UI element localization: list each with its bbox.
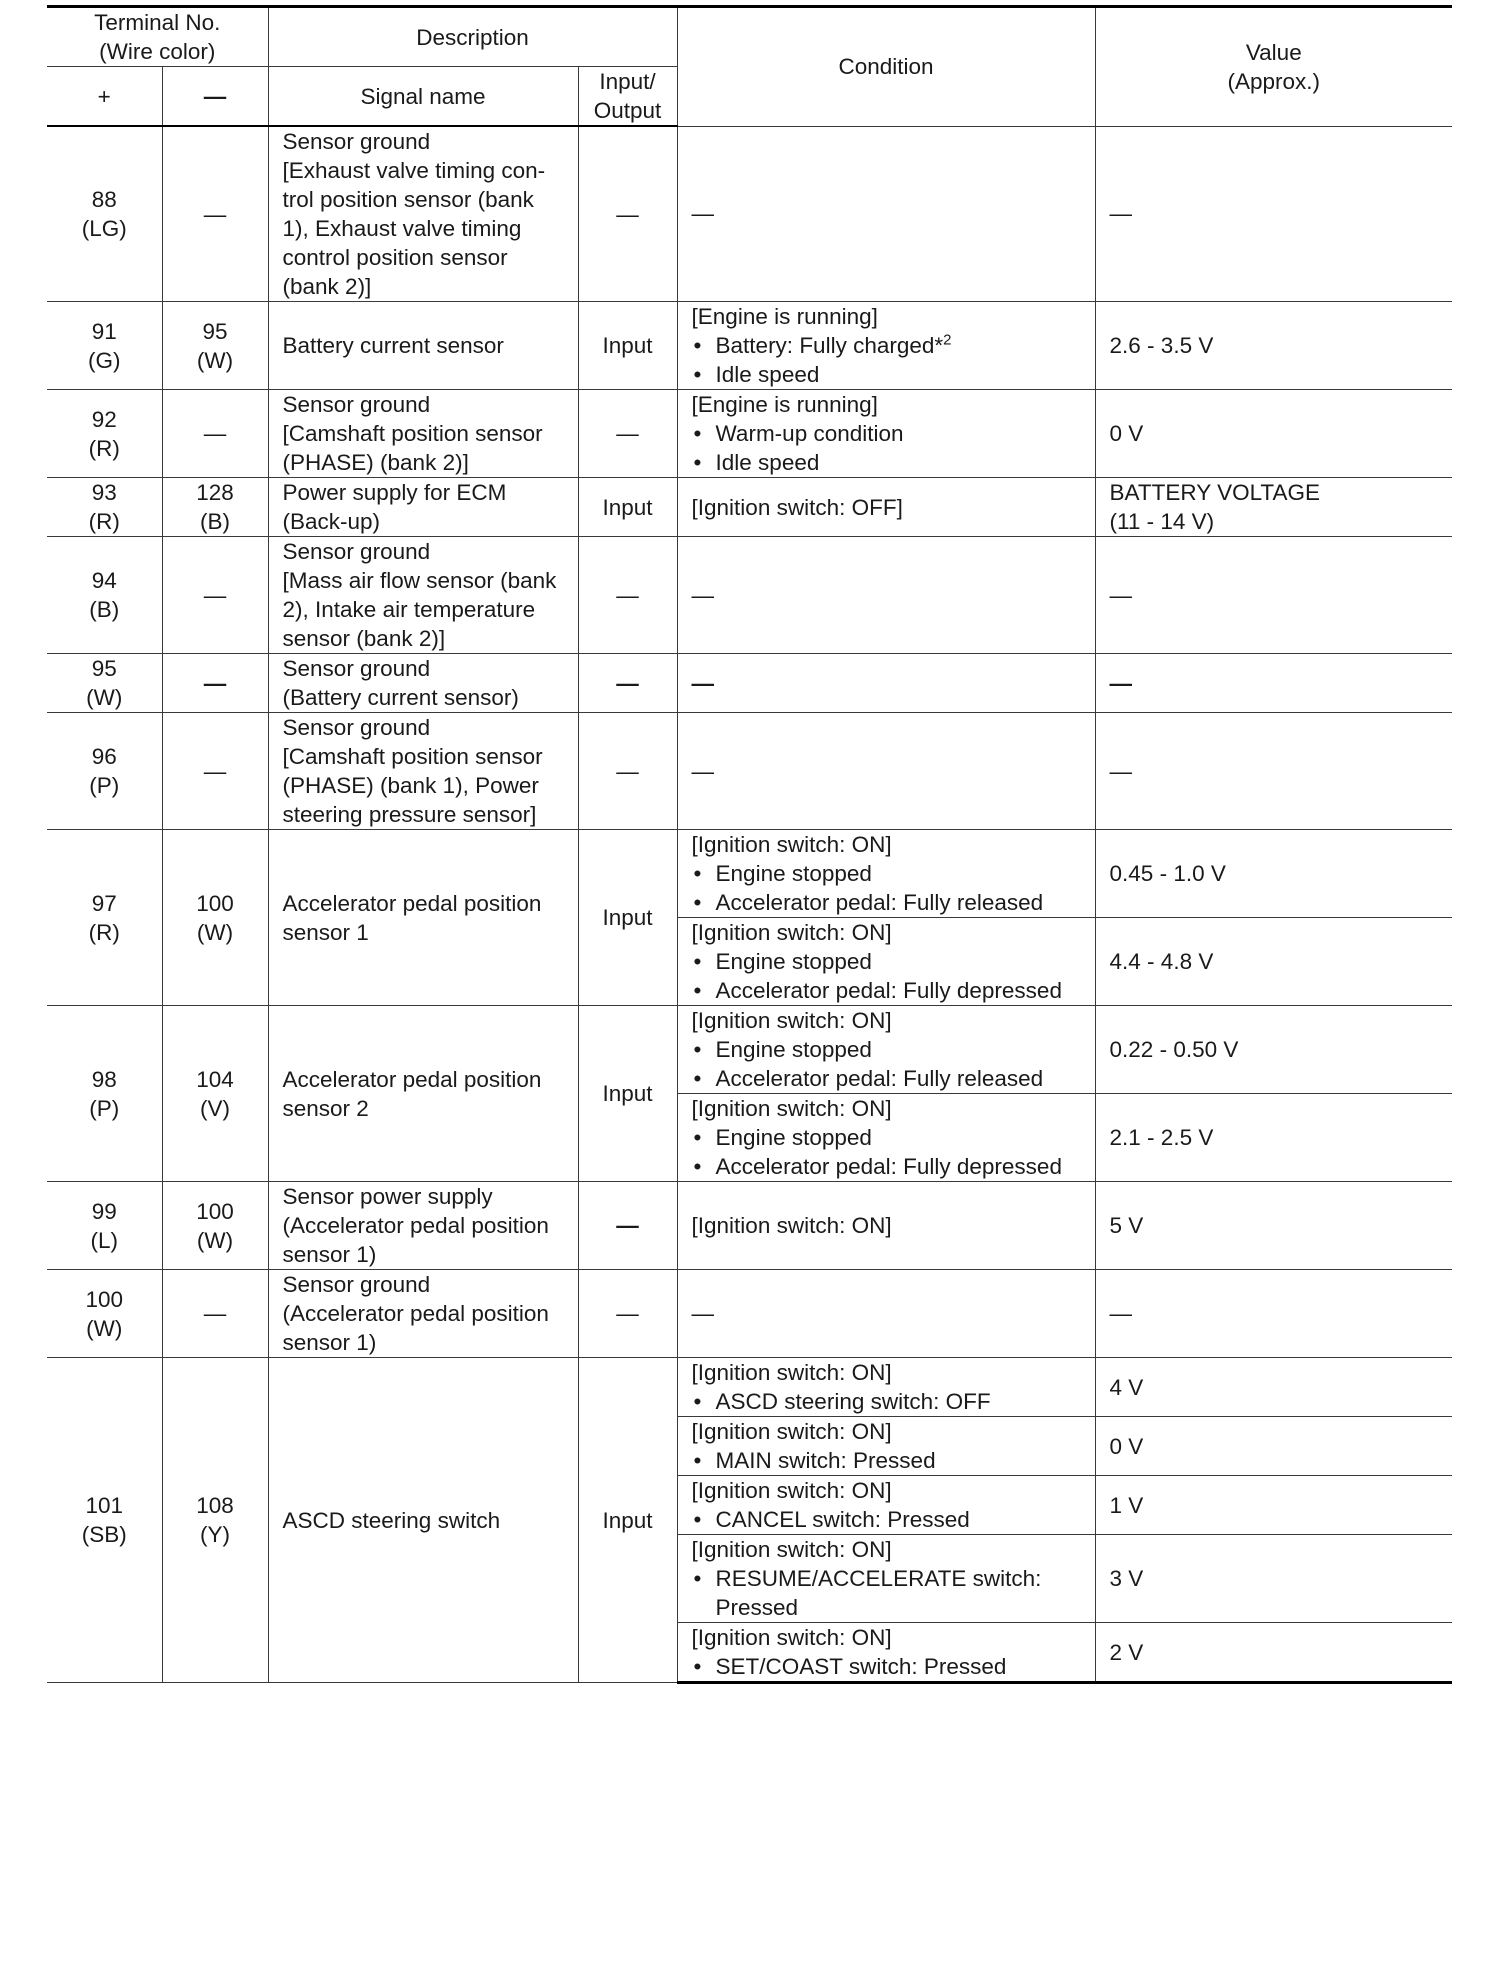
plus-wire-color: (R) bbox=[88, 919, 120, 945]
empty-dash: — bbox=[616, 1213, 639, 1238]
condition-bullet bbox=[692, 1064, 1087, 1093]
condition-bullet bbox=[692, 1593, 1087, 1622]
plus-terminal-number: 100 bbox=[85, 1286, 124, 1312]
plus-wire-color: (LG) bbox=[81, 216, 127, 241]
condition-cell bbox=[677, 1358, 1095, 1417]
plus-terminal-number: 88 bbox=[91, 187, 117, 212]
plus-wire-color: (W) bbox=[86, 1315, 123, 1341]
empty-dash: — bbox=[616, 670, 639, 696]
minus-terminal-cell bbox=[162, 1270, 268, 1358]
condition-heading: [Ignition switch: ON] bbox=[691, 1478, 892, 1503]
empty-dash: — bbox=[203, 1301, 227, 1326]
plus-terminal-cell bbox=[47, 1182, 162, 1270]
plus-terminal-cell bbox=[47, 478, 162, 537]
value-cell bbox=[1095, 830, 1452, 918]
signal-name-line: trol position sensor (bank bbox=[282, 187, 534, 212]
signal-name-line: (Accelerator pedal position bbox=[282, 1301, 549, 1326]
condition-bullet bbox=[692, 888, 1087, 917]
input-output-value: Input bbox=[602, 333, 653, 358]
signal-name-line: Sensor ground bbox=[282, 539, 431, 564]
signal-name-line: sensor 2 bbox=[282, 1095, 369, 1121]
input-output-cell bbox=[578, 302, 677, 390]
condition-cell bbox=[677, 918, 1095, 1006]
minus-wire-color: (W) bbox=[196, 347, 234, 373]
footnote-marker: 2 bbox=[943, 331, 952, 349]
signal-name-cell bbox=[268, 713, 578, 830]
terminal-no-header bbox=[47, 7, 268, 67]
condition-heading: [Ignition switch: OFF] bbox=[691, 494, 903, 520]
input-output-cell bbox=[578, 126, 677, 302]
value-text: 0.45 - 1.0 V bbox=[1109, 861, 1226, 886]
approx-label: (Approx.) bbox=[1227, 68, 1321, 94]
condition-cell bbox=[677, 713, 1095, 830]
condition-heading: [Ignition switch: ON] bbox=[691, 832, 892, 857]
signal-name-line: Sensor ground bbox=[282, 715, 431, 740]
condition-cell bbox=[677, 478, 1095, 537]
plus-terminal-number: 101 bbox=[85, 1493, 124, 1518]
condition-bullet-text: ASCD steering switch: OFF bbox=[715, 1389, 991, 1414]
empty-dash: — bbox=[691, 758, 715, 784]
signal-name-line: steering pressure sensor] bbox=[282, 802, 537, 827]
value-text: 0 V bbox=[1109, 421, 1144, 446]
empty-dash: — bbox=[691, 201, 715, 227]
table-row bbox=[47, 713, 1452, 830]
signal-name-line: sensor 1 bbox=[282, 919, 369, 945]
table-row bbox=[47, 830, 1452, 918]
signal-name-cell bbox=[268, 478, 578, 537]
condition-cell bbox=[677, 1623, 1095, 1683]
condition-bullet-text: Accelerator pedal: Fully depressed bbox=[715, 1154, 1062, 1179]
minus-wire-color: (V) bbox=[200, 1095, 230, 1121]
condition-bullet bbox=[692, 360, 1087, 389]
value-cell bbox=[1095, 390, 1452, 478]
value-text: 1 V bbox=[1109, 1492, 1144, 1518]
signal-name-line: [Mass air flow sensor (bank bbox=[282, 568, 557, 593]
table-row bbox=[47, 1182, 1452, 1270]
condition-bullet bbox=[692, 1387, 1087, 1416]
signal-name-line: Accelerator pedal position bbox=[282, 890, 542, 916]
table-row bbox=[47, 1270, 1452, 1358]
input-output-cell bbox=[578, 713, 677, 830]
condition-bullet bbox=[692, 1505, 1087, 1534]
value-text: 2 V bbox=[1109, 1639, 1144, 1665]
signal-name-cell bbox=[268, 654, 578, 713]
condition-bullet bbox=[692, 1152, 1087, 1181]
condition-cell bbox=[677, 1094, 1095, 1182]
plus-terminal-number: 97 bbox=[91, 890, 117, 916]
plus-terminal-cell bbox=[47, 537, 162, 654]
table-row bbox=[47, 390, 1452, 478]
io-label-line2: Output bbox=[593, 98, 662, 123]
input-output-cell bbox=[578, 1006, 677, 1182]
input-output-value: Input bbox=[602, 1081, 653, 1106]
plus-terminal-number: 96 bbox=[91, 744, 117, 769]
signal-name-line: sensor 1) bbox=[282, 1330, 377, 1355]
value-text: BATTERY VOLTAGE bbox=[1109, 480, 1321, 505]
terminal-table-page bbox=[47, 5, 1452, 1684]
value-cell bbox=[1095, 1476, 1452, 1535]
signal-name-line: Power supply for ECM bbox=[282, 480, 507, 505]
plus-terminal-number: 93 bbox=[91, 480, 117, 505]
minus-terminal-number: 100 bbox=[196, 890, 234, 916]
empty-dash: — bbox=[691, 670, 715, 696]
condition-bullet bbox=[692, 1123, 1087, 1152]
plus-wire-color: (G) bbox=[88, 347, 121, 373]
plus-terminal-cell bbox=[47, 302, 162, 390]
value-text: 2.6 - 3.5 V bbox=[1109, 333, 1214, 358]
signal-name-line: sensor 1) bbox=[282, 1242, 377, 1267]
ecm-terminal-table bbox=[47, 5, 1452, 1684]
value-cell bbox=[1095, 1006, 1452, 1094]
signal-name-line: [Exhaust valve timing con- bbox=[282, 158, 546, 183]
plus-wire-color: (P) bbox=[89, 773, 120, 798]
signal-name-line: control position sensor bbox=[282, 245, 508, 270]
table-row bbox=[47, 1358, 1452, 1417]
minus-terminal-cell bbox=[162, 1006, 268, 1182]
signal-name-line: Accelerator pedal position bbox=[282, 1066, 542, 1092]
plus-terminal-cell bbox=[47, 713, 162, 830]
condition-bullet-text: Warm-up condition bbox=[715, 421, 904, 446]
signal-name-line: Sensor ground bbox=[282, 1272, 431, 1297]
minus-terminal-cell bbox=[162, 830, 268, 1006]
value-text: 4.4 - 4.8 V bbox=[1109, 949, 1214, 974]
condition-bullet bbox=[692, 419, 1087, 448]
empty-dash: — bbox=[616, 758, 639, 784]
plus-terminal-number: 92 bbox=[91, 406, 117, 432]
value-text: 2.1 - 2.5 V bbox=[1109, 1125, 1214, 1150]
minus-terminal-header: — bbox=[162, 67, 268, 127]
plus-wire-color: (SB) bbox=[81, 1522, 127, 1547]
condition-cell bbox=[677, 1270, 1095, 1358]
minus-terminal-number: 100 bbox=[196, 1198, 234, 1224]
condition-bullet-text: Engine stopped bbox=[715, 1125, 872, 1150]
input-output-header bbox=[578, 67, 677, 127]
signal-name-line: Sensor ground bbox=[282, 656, 431, 681]
input-output-value: Input bbox=[602, 494, 653, 520]
condition-bullet-text: MAIN switch: Pressed bbox=[715, 1448, 936, 1473]
input-output-cell bbox=[578, 830, 677, 1006]
value-cell bbox=[1095, 1358, 1452, 1417]
value-text-line2: (11 - 14 V) bbox=[1109, 509, 1215, 534]
condition-bullet bbox=[692, 976, 1087, 1005]
minus-terminal-cell bbox=[162, 713, 268, 830]
condition-cell bbox=[677, 126, 1095, 302]
empty-dash: — bbox=[203, 758, 227, 784]
minus-terminal-cell bbox=[162, 390, 268, 478]
empty-dash: — bbox=[203, 670, 227, 696]
condition-bullet-text: Idle speed bbox=[715, 362, 820, 387]
value-cell bbox=[1095, 478, 1452, 537]
signal-name-line: [Camshaft position sensor bbox=[282, 744, 543, 769]
empty-dash: — bbox=[616, 421, 639, 446]
minus-terminal-cell bbox=[162, 537, 268, 654]
value-cell bbox=[1095, 1623, 1452, 1683]
plus-terminal-cell bbox=[47, 830, 162, 1006]
signal-name-cell bbox=[268, 1358, 578, 1683]
signal-name-cell bbox=[268, 1182, 578, 1270]
empty-dash: — bbox=[1109, 582, 1133, 608]
condition-bullet bbox=[692, 448, 1087, 477]
plus-terminal-number: 91 bbox=[91, 318, 117, 344]
value-cell bbox=[1095, 1270, 1452, 1358]
plus-terminal-cell bbox=[47, 1358, 162, 1683]
value-cell bbox=[1095, 126, 1452, 302]
terminal-no-label: Terminal No. bbox=[94, 10, 221, 35]
empty-dash: — bbox=[203, 421, 227, 446]
input-output-cell bbox=[578, 390, 677, 478]
input-output-cell bbox=[578, 478, 677, 537]
condition-heading: [Ignition switch: ON] bbox=[691, 1537, 892, 1562]
table-row bbox=[47, 654, 1452, 713]
condition-cell bbox=[677, 1476, 1095, 1535]
condition-heading: [Ignition switch: ON] bbox=[691, 920, 892, 945]
minus-terminal-cell bbox=[162, 478, 268, 537]
condition-bullet bbox=[692, 859, 1087, 888]
value-text: 0 V bbox=[1109, 1433, 1144, 1459]
signal-name-line: (bank 2)] bbox=[282, 274, 372, 299]
condition-bullet-text: Engine stopped bbox=[715, 1037, 872, 1062]
condition-bullet-text: Engine stopped bbox=[715, 861, 872, 886]
condition-heading: [Ignition switch: ON] bbox=[691, 1625, 892, 1650]
description-header: Description bbox=[268, 7, 677, 67]
plus-terminal-cell bbox=[47, 390, 162, 478]
value-cell bbox=[1095, 1094, 1452, 1182]
input-output-value: Input bbox=[602, 1507, 653, 1533]
condition-bullet-text: Accelerator pedal: Fully released bbox=[715, 1066, 1044, 1091]
minus-terminal-cell bbox=[162, 654, 268, 713]
signal-name-header: Signal name bbox=[268, 67, 578, 127]
minus-terminal-cell bbox=[162, 302, 268, 390]
minus-terminal-cell bbox=[162, 1182, 268, 1270]
input-output-cell bbox=[578, 654, 677, 713]
plus-terminal-number: 94 bbox=[91, 568, 117, 593]
condition-bullet-text: Engine stopped bbox=[715, 949, 872, 974]
plus-terminal-header: + bbox=[47, 67, 162, 127]
plus-wire-color: (R) bbox=[88, 435, 120, 461]
input-output-cell bbox=[578, 537, 677, 654]
value-cell bbox=[1095, 1417, 1452, 1476]
condition-heading: [Ignition switch: ON] bbox=[691, 1419, 892, 1444]
plus-terminal-cell bbox=[47, 1006, 162, 1182]
value-cell bbox=[1095, 302, 1452, 390]
signal-name-line: (Battery current sensor) bbox=[282, 685, 519, 710]
condition-cell bbox=[677, 654, 1095, 713]
terminal-rows bbox=[47, 126, 1452, 1683]
wire-color-label: (Wire color) bbox=[99, 39, 216, 64]
condition-heading: [Engine is running] bbox=[691, 304, 878, 329]
table-row bbox=[47, 478, 1452, 537]
plus-terminal-number: 99 bbox=[91, 1198, 117, 1224]
signal-name-cell bbox=[268, 830, 578, 1006]
signal-name-line: (PHASE) (bank 1), Power bbox=[282, 773, 539, 798]
condition-heading: [Ignition switch: ON] bbox=[691, 1096, 892, 1121]
signal-name-line: (Accelerator pedal position bbox=[282, 1213, 549, 1238]
value-cell bbox=[1095, 713, 1452, 830]
plus-terminal-cell bbox=[47, 1270, 162, 1358]
condition-heading: [Ignition switch: ON] bbox=[691, 1213, 892, 1238]
plus-wire-color: (W) bbox=[86, 685, 123, 710]
condition-cell bbox=[677, 1006, 1095, 1094]
input-output-cell bbox=[578, 1182, 677, 1270]
value-text: 3 V bbox=[1109, 1566, 1144, 1591]
minus-wire-color: (W) bbox=[196, 919, 234, 945]
minus-terminal-number: 95 bbox=[202, 318, 228, 344]
plus-wire-color: (P) bbox=[89, 1095, 120, 1121]
value-text: 0.22 - 0.50 V bbox=[1109, 1037, 1239, 1062]
signal-name-cell bbox=[268, 1270, 578, 1358]
value-header bbox=[1095, 7, 1452, 127]
signal-name-line: (Back-up) bbox=[282, 509, 381, 534]
minus-wire-color: (Y) bbox=[200, 1522, 230, 1547]
plus-terminal-number: 98 bbox=[91, 1066, 117, 1092]
plus-wire-color: (B) bbox=[89, 597, 120, 622]
empty-dash: — bbox=[203, 582, 227, 608]
signal-name-line: Sensor ground bbox=[282, 129, 431, 154]
plus-terminal-number: 95 bbox=[91, 656, 117, 681]
signal-name-line: [Camshaft position sensor bbox=[282, 421, 543, 446]
condition-bullet bbox=[692, 947, 1087, 976]
signal-name-cell bbox=[268, 1006, 578, 1182]
condition-bullet bbox=[692, 1035, 1087, 1064]
minus-wire-color: (B) bbox=[200, 509, 230, 534]
minus-terminal-number: 104 bbox=[196, 1066, 234, 1092]
signal-name-cell bbox=[268, 126, 578, 302]
signal-name-line: 1), Exhaust valve timing bbox=[282, 216, 522, 241]
signal-name-line: Sensor power supply bbox=[282, 1184, 493, 1209]
condition-heading: [Engine is running] bbox=[691, 392, 878, 417]
condition-cell bbox=[677, 1535, 1095, 1623]
empty-dash: — bbox=[1109, 670, 1133, 696]
condition-header: Condition bbox=[677, 7, 1095, 127]
condition-bullet-text: Pressed bbox=[715, 1595, 799, 1620]
minus-terminal-cell bbox=[162, 1358, 268, 1683]
signal-name-cell bbox=[268, 302, 578, 390]
input-output-cell bbox=[578, 1270, 677, 1358]
signal-name-line: ASCD steering switch bbox=[282, 1507, 501, 1533]
empty-dash: — bbox=[1109, 1301, 1133, 1326]
condition-bullet-text: RESUME/ACCELERATE switch: bbox=[715, 1566, 1042, 1591]
condition-bullet-text: Accelerator pedal: Fully depressed bbox=[715, 978, 1062, 1003]
condition-heading: [Ignition switch: ON] bbox=[691, 1008, 892, 1033]
signal-name-cell bbox=[268, 537, 578, 654]
value-cell bbox=[1095, 1182, 1452, 1270]
empty-dash: — bbox=[691, 1301, 715, 1326]
minus-wire-color: (W) bbox=[196, 1227, 234, 1253]
signal-name-line: 2), Intake air temperature bbox=[282, 597, 536, 622]
empty-dash: — bbox=[203, 201, 227, 227]
table-row bbox=[47, 126, 1452, 302]
input-output-value: Input bbox=[602, 905, 653, 930]
minus-terminal-number: 108 bbox=[196, 1493, 234, 1518]
condition-cell bbox=[677, 1417, 1095, 1476]
empty-dash: — bbox=[1109, 201, 1133, 227]
empty-dash: — bbox=[691, 582, 715, 608]
condition-heading: [Ignition switch: ON] bbox=[691, 1360, 892, 1385]
plus-wire-color: (L) bbox=[90, 1227, 118, 1253]
condition-bullet-text: Idle speed bbox=[715, 450, 820, 475]
condition-cell bbox=[677, 537, 1095, 654]
table-row bbox=[47, 537, 1452, 654]
condition-bullet-text: SET/COAST switch: Pressed bbox=[715, 1654, 1007, 1679]
plus-terminal-cell bbox=[47, 126, 162, 302]
condition-cell bbox=[677, 302, 1095, 390]
condition-bullet-text: Battery: Fully charged* bbox=[715, 333, 944, 358]
table-row bbox=[47, 1006, 1452, 1094]
signal-name-line: Battery current sensor bbox=[282, 333, 504, 358]
condition-bullet-text: CANCEL switch: Pressed bbox=[715, 1507, 970, 1532]
plus-terminal-cell bbox=[47, 654, 162, 713]
value-cell bbox=[1095, 918, 1452, 1006]
empty-dash: — bbox=[616, 582, 639, 608]
plus-wire-color: (R) bbox=[88, 509, 120, 534]
table-row bbox=[47, 302, 1452, 390]
io-label-line1: Input/ bbox=[599, 69, 656, 94]
empty-dash: — bbox=[1109, 758, 1133, 784]
condition-bullet bbox=[692, 1564, 1087, 1593]
value-label: Value bbox=[1245, 39, 1302, 65]
value-text: 5 V bbox=[1109, 1213, 1144, 1238]
value-cell bbox=[1095, 1535, 1452, 1623]
condition-cell bbox=[677, 830, 1095, 918]
value-cell bbox=[1095, 654, 1452, 713]
value-text: 4 V bbox=[1109, 1374, 1144, 1400]
signal-name-line: Sensor ground bbox=[282, 392, 431, 417]
condition-bullet bbox=[692, 1446, 1087, 1475]
signal-name-line: sensor (bank 2)] bbox=[282, 626, 446, 651]
empty-dash: — bbox=[616, 201, 639, 227]
empty-dash: — bbox=[616, 1301, 639, 1326]
minus-terminal-number: 128 bbox=[196, 480, 234, 505]
condition-cell bbox=[677, 1182, 1095, 1270]
condition-cell bbox=[677, 390, 1095, 478]
condition-bullet bbox=[692, 331, 1087, 360]
minus-terminal-cell bbox=[162, 126, 268, 302]
condition-bullet-text: Accelerator pedal: Fully released bbox=[715, 890, 1044, 915]
condition-bullet bbox=[692, 1652, 1087, 1681]
signal-name-cell bbox=[268, 390, 578, 478]
signal-name-line: (PHASE) (bank 2)] bbox=[282, 450, 469, 475]
input-output-cell bbox=[578, 1358, 677, 1683]
value-cell bbox=[1095, 537, 1452, 654]
